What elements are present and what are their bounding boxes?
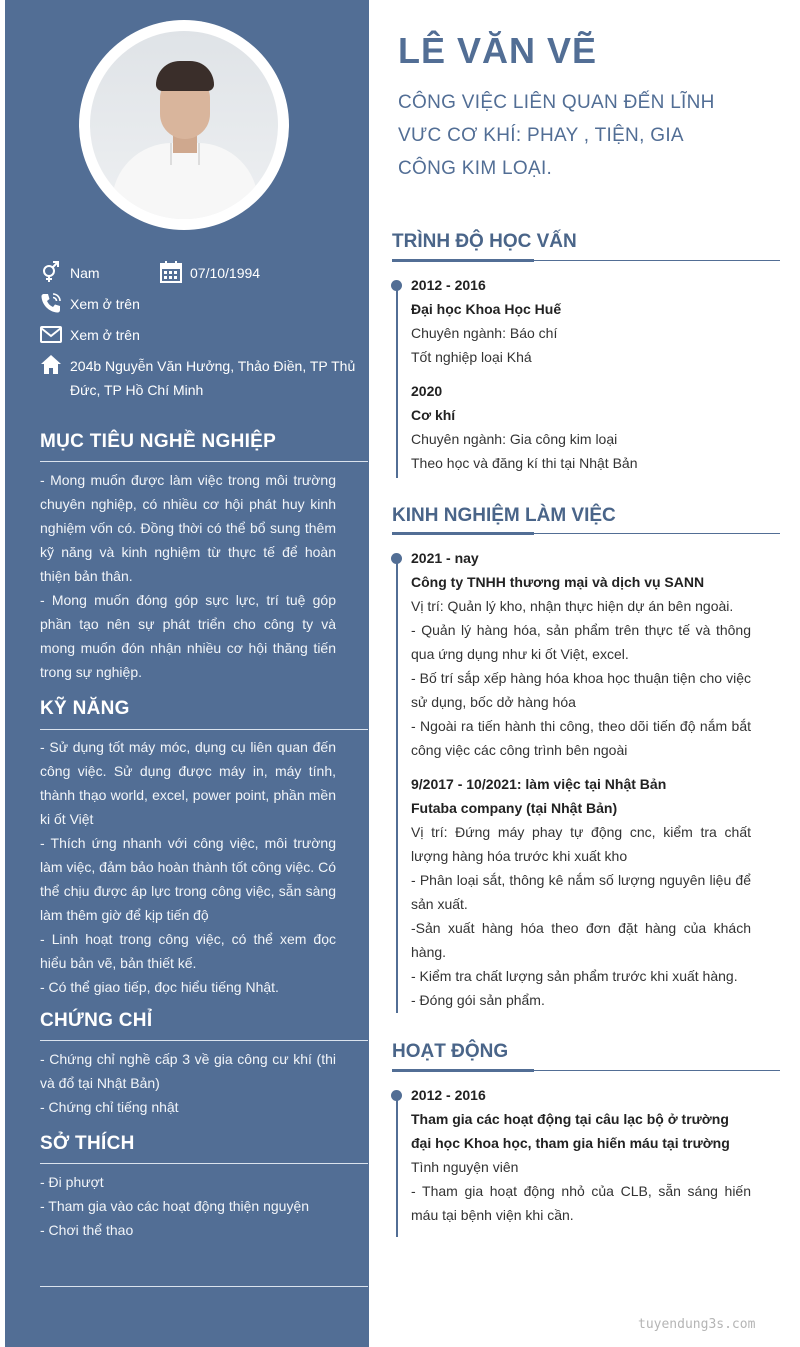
entry-line: - Ngoài ra tiến hành thi công, theo dõi tiến độ nắm bắt công việc các công trình bên ngoài xyxy=(411,718,751,758)
divider xyxy=(40,1163,368,1164)
hobbies-title: SỞ THÍCH xyxy=(40,1133,135,1154)
entry-years: 2021 - nay xyxy=(411,550,479,566)
entry-grade: Tốt nghiệp loại Khá xyxy=(411,349,532,365)
entry-role: Tình nguyện viên xyxy=(411,1159,519,1175)
entry-line: - Tham gia hoạt động nhỏ của CLB, sẵn sáng hiến máu tại bệnh viện khi cần. xyxy=(411,1183,751,1223)
entry-company: Futaba company (tại Nhật Bản) xyxy=(411,800,618,816)
entry-school: Đại học Khoa Học Huế xyxy=(411,301,562,317)
activities-entries xyxy=(411,1083,751,1227)
entry-note: Theo học và đăng kí thi tại Nhật Bản xyxy=(411,455,638,471)
entry-major: Chuyên ngành: Báo chí xyxy=(411,325,558,341)
entry-years: 9/2017 - 10/2021: làm việc tại Nhật Bản xyxy=(411,776,667,792)
certificates-title: CHỨNG CHỈ xyxy=(40,1010,153,1031)
entry-school: Cơ khí xyxy=(411,407,456,423)
gender-icon xyxy=(40,261,62,283)
gender-value: Nam xyxy=(70,265,100,281)
entry-line: - Đóng gói sản phẩm. xyxy=(411,992,545,1008)
divider xyxy=(40,1286,368,1287)
watermark: tuyendung3s.com xyxy=(638,1317,756,1332)
section-divider xyxy=(392,533,780,534)
home-icon xyxy=(40,354,62,376)
section-divider xyxy=(392,260,780,261)
experience-entries xyxy=(411,546,751,1012)
sidebar xyxy=(5,0,369,1347)
calendar-icon xyxy=(160,261,182,283)
skills-title: KỸ NĂNG xyxy=(40,698,130,719)
address-row xyxy=(40,354,355,402)
divider xyxy=(40,461,368,462)
entry-company: Công ty TNHH thương mại và dịch vụ SANN xyxy=(411,574,705,590)
entry-line: -Sản xuất hàng hóa theo đơn đặt hàng của khách hàng. xyxy=(411,920,751,960)
entry-line: - Bố trí sắp xếp hàng hóa khoa học thuận tiện cho việc sử dụng, bốc dở hàng hóa xyxy=(411,670,751,710)
divider xyxy=(40,729,368,730)
entry-years: 2020 xyxy=(411,383,443,399)
entry-line: - Phân loại sắt, thông kê nắm số lượng nguyên liệu để sản xuất. xyxy=(411,872,751,912)
timeline-dot xyxy=(391,553,402,564)
entry-years: 2012 - 2016 xyxy=(411,1087,486,1103)
phone-icon xyxy=(40,292,62,314)
birthday-row xyxy=(160,261,260,285)
entry-line: - Quản lý hàng hóa, sản phẩm trên thực tế và thông qua ứng dụng như ki ốt Việt, excel. xyxy=(411,622,751,662)
entry-title: Tham gia các hoạt động tại câu lạc bộ ở trường đại học Khoa học, tham gia hiến máu tại trường xyxy=(411,1111,730,1151)
candidate-name: LÊ VĂN VẼ xyxy=(398,30,598,71)
entry-line: Vị trí: Quản lý kho, nhận thực hiện dự án bên ngoài. xyxy=(411,598,734,614)
skills-text: - Sử dụng tốt máy móc, dụng cụ liên quan đến công việc. Sử dụng được máy in, máy tính, thành thạo world, excel, power point, phần mền ki ốt Việt - Thích ứng nhanh với công việc, môi trường làm việc, đảm bảo hoàn thành tốt công việc. Có thể chịu được áp lực trong công việc, sẵn sàng làm thêm giờ để kịp tiến độ - Linh hoạt trong công việc, có thể xem đọc hiểu bản vẽ, bản thiết kế. - Có thể giao tiếp, đọc hiểu tiếng Nhật. xyxy=(40,739,336,995)
timeline-line xyxy=(396,556,398,1013)
certificates-text: - Chứng chỉ nghề cấp 3 về gia công cư khí (thi và đổ tại Nhật Bản) - Chứng chỉ tiếng nhật xyxy=(40,1051,336,1115)
entry-line: - Kiểm tra chất lượng sản phẩm trước khi xuất hàng. xyxy=(411,968,738,984)
birthday-value: 07/10/1994 xyxy=(190,265,261,281)
avatar xyxy=(79,20,289,230)
entry-major: Chuyên ngành: Gia công kim loại xyxy=(411,431,618,447)
entry-line: Vị trí: Đứng máy phay tự động cnc, kiểm tra chất lượng hàng hóa trước khi xuất kho xyxy=(411,824,751,864)
gender-row xyxy=(40,261,100,285)
profile-photo xyxy=(90,31,278,219)
email-value: Xem ở trên xyxy=(70,327,140,343)
education-entries xyxy=(411,273,751,475)
job-title: CÔNG VIỆC LIÊN QUAN ĐẾN LĨNH VƯC CƠ KHÍ: PHAY , TIỆN, GIA CÔNG KIM LOẠI. xyxy=(398,92,715,179)
phone-value: Xem ở trên xyxy=(70,296,140,312)
timeline-dot xyxy=(391,1090,402,1101)
education-title: TRÌNH ĐỘ HỌC VẤN xyxy=(392,231,577,252)
address-value: 204b Nguyễn Văn Hưởng, Thảo Điền, TP Thủ Đức, TP Hồ Chí Minh xyxy=(70,358,356,398)
hobbies-text: - Đi phượt - Tham gia vào các hoạt động thiện nguyện - Chơi thể thao xyxy=(40,1174,310,1238)
activities-title: HOẠT ĐỘNG xyxy=(392,1041,509,1062)
phone-row xyxy=(40,292,140,316)
timeline-line xyxy=(396,283,398,478)
timeline-dot xyxy=(391,280,402,291)
entry-years: 2012 - 2016 xyxy=(411,277,486,293)
experience-title: KINH NGHIỆM LÀM VIỆC xyxy=(392,505,616,526)
divider xyxy=(40,1040,368,1041)
email-row xyxy=(40,323,140,347)
section-divider xyxy=(392,1070,780,1071)
email-icon xyxy=(40,323,62,345)
objective-text: - Mong muốn được làm việc trong môi trường chuyên nghiệp, có nhiều cơ hội phát huy kinh nghiệm vốn có. Đồng thời có thể bổ sung thêm kỹ năng và kinh nghiệm từ thực tế để hoàn thiện bản thân. - Mong muốn đóng góp sực lực, trí tuệ góp phần tạo nên sự phát triển cho công ty và mong muốn đón nhận nhiều cơ hội thăng tiến trong sự nghiệp. xyxy=(40,472,336,680)
timeline-line xyxy=(396,1093,398,1237)
objective-title: MỤC TIÊU NGHỀ NGHIỆP xyxy=(40,431,277,452)
